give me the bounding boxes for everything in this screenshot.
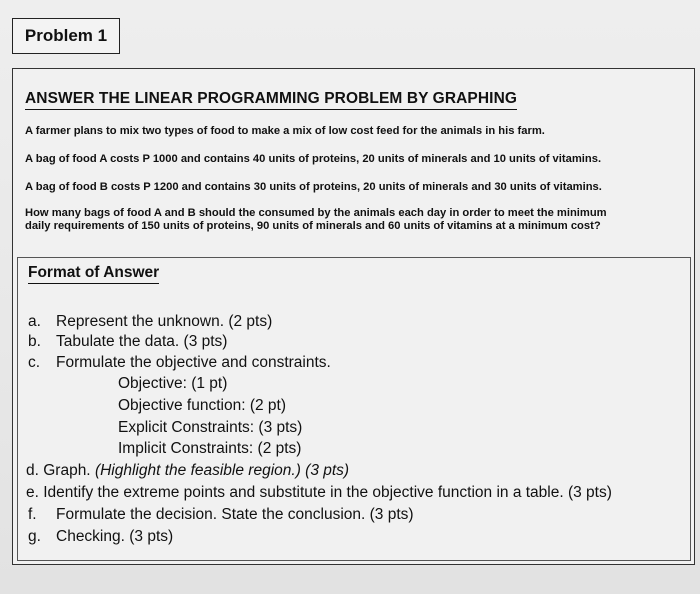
item-c-letter: c.	[28, 354, 41, 371]
problem-box	[12, 68, 695, 565]
format-item-e: e. Identify the extreme points and substitute in the objective function in a table. (3 pts)	[26, 484, 612, 501]
item-g-text: Checking. (3 pts)	[56, 528, 174, 545]
item-f-letter: f.	[28, 506, 37, 523]
format-item-d	[26, 461, 349, 481]
paragraph-question	[25, 207, 685, 233]
item-d-italic: (Highlight the feasible region.) (3 pts)	[94, 462, 350, 479]
item-b-text: Tabulate the data. (3 pts)	[56, 333, 228, 350]
format-item-c1: Objective: (1 pt)	[118, 375, 228, 392]
format-box	[17, 257, 691, 561]
question-line-2: daily requirements of 150 units of proteins, 90 units of minerals and 60 units of vitamins at a minimum cost?	[25, 220, 601, 232]
item-b-letter: b.	[28, 333, 41, 350]
format-item-a	[28, 312, 272, 332]
question-line-1: How many bags of food A and B should the consumed by the animals each day in order to meet the minimum	[25, 207, 607, 219]
item-c-text: Formulate the objective and constraints.	[56, 354, 331, 371]
item-d-text: d. Graph.	[26, 462, 91, 479]
format-item-c3: Explicit Constraints: (3 pts)	[118, 419, 303, 436]
format-title: Format of Answer	[28, 264, 159, 284]
format-item-c	[28, 353, 331, 373]
problem-title: ANSWER THE LINEAR PROGRAMMING PROBLEM BY GRAPHING	[25, 90, 517, 110]
format-item-f	[28, 505, 414, 525]
format-item-c4: Implicit Constraints: (2 pts)	[118, 440, 302, 457]
problem-label: Problem 1	[12, 18, 120, 54]
format-item-g	[28, 527, 173, 547]
item-a-letter: a.	[28, 313, 41, 330]
item-g-letter: g.	[28, 528, 41, 545]
format-item-b	[28, 332, 227, 352]
paragraph-food-b: A bag of food B costs P 1200 and contains 30 units of proteins, 20 units of minerals and 30 units of vitamins.	[25, 181, 602, 193]
format-item-c2: Objective function: (2 pt)	[118, 397, 286, 414]
paragraph-farmer: A farmer plans to mix two types of food to make a mix of low cost feed for the animals in his farm.	[25, 125, 545, 137]
item-f-text: Formulate the decision. State the conclusion. (3 pts)	[56, 506, 414, 523]
paragraph-food-a: A bag of food A costs P 1000 and contains 40 units of proteins, 20 units of minerals and 10 units of vitamins.	[25, 153, 602, 165]
item-a-text: Represent the unknown. (2 pts)	[56, 313, 273, 330]
